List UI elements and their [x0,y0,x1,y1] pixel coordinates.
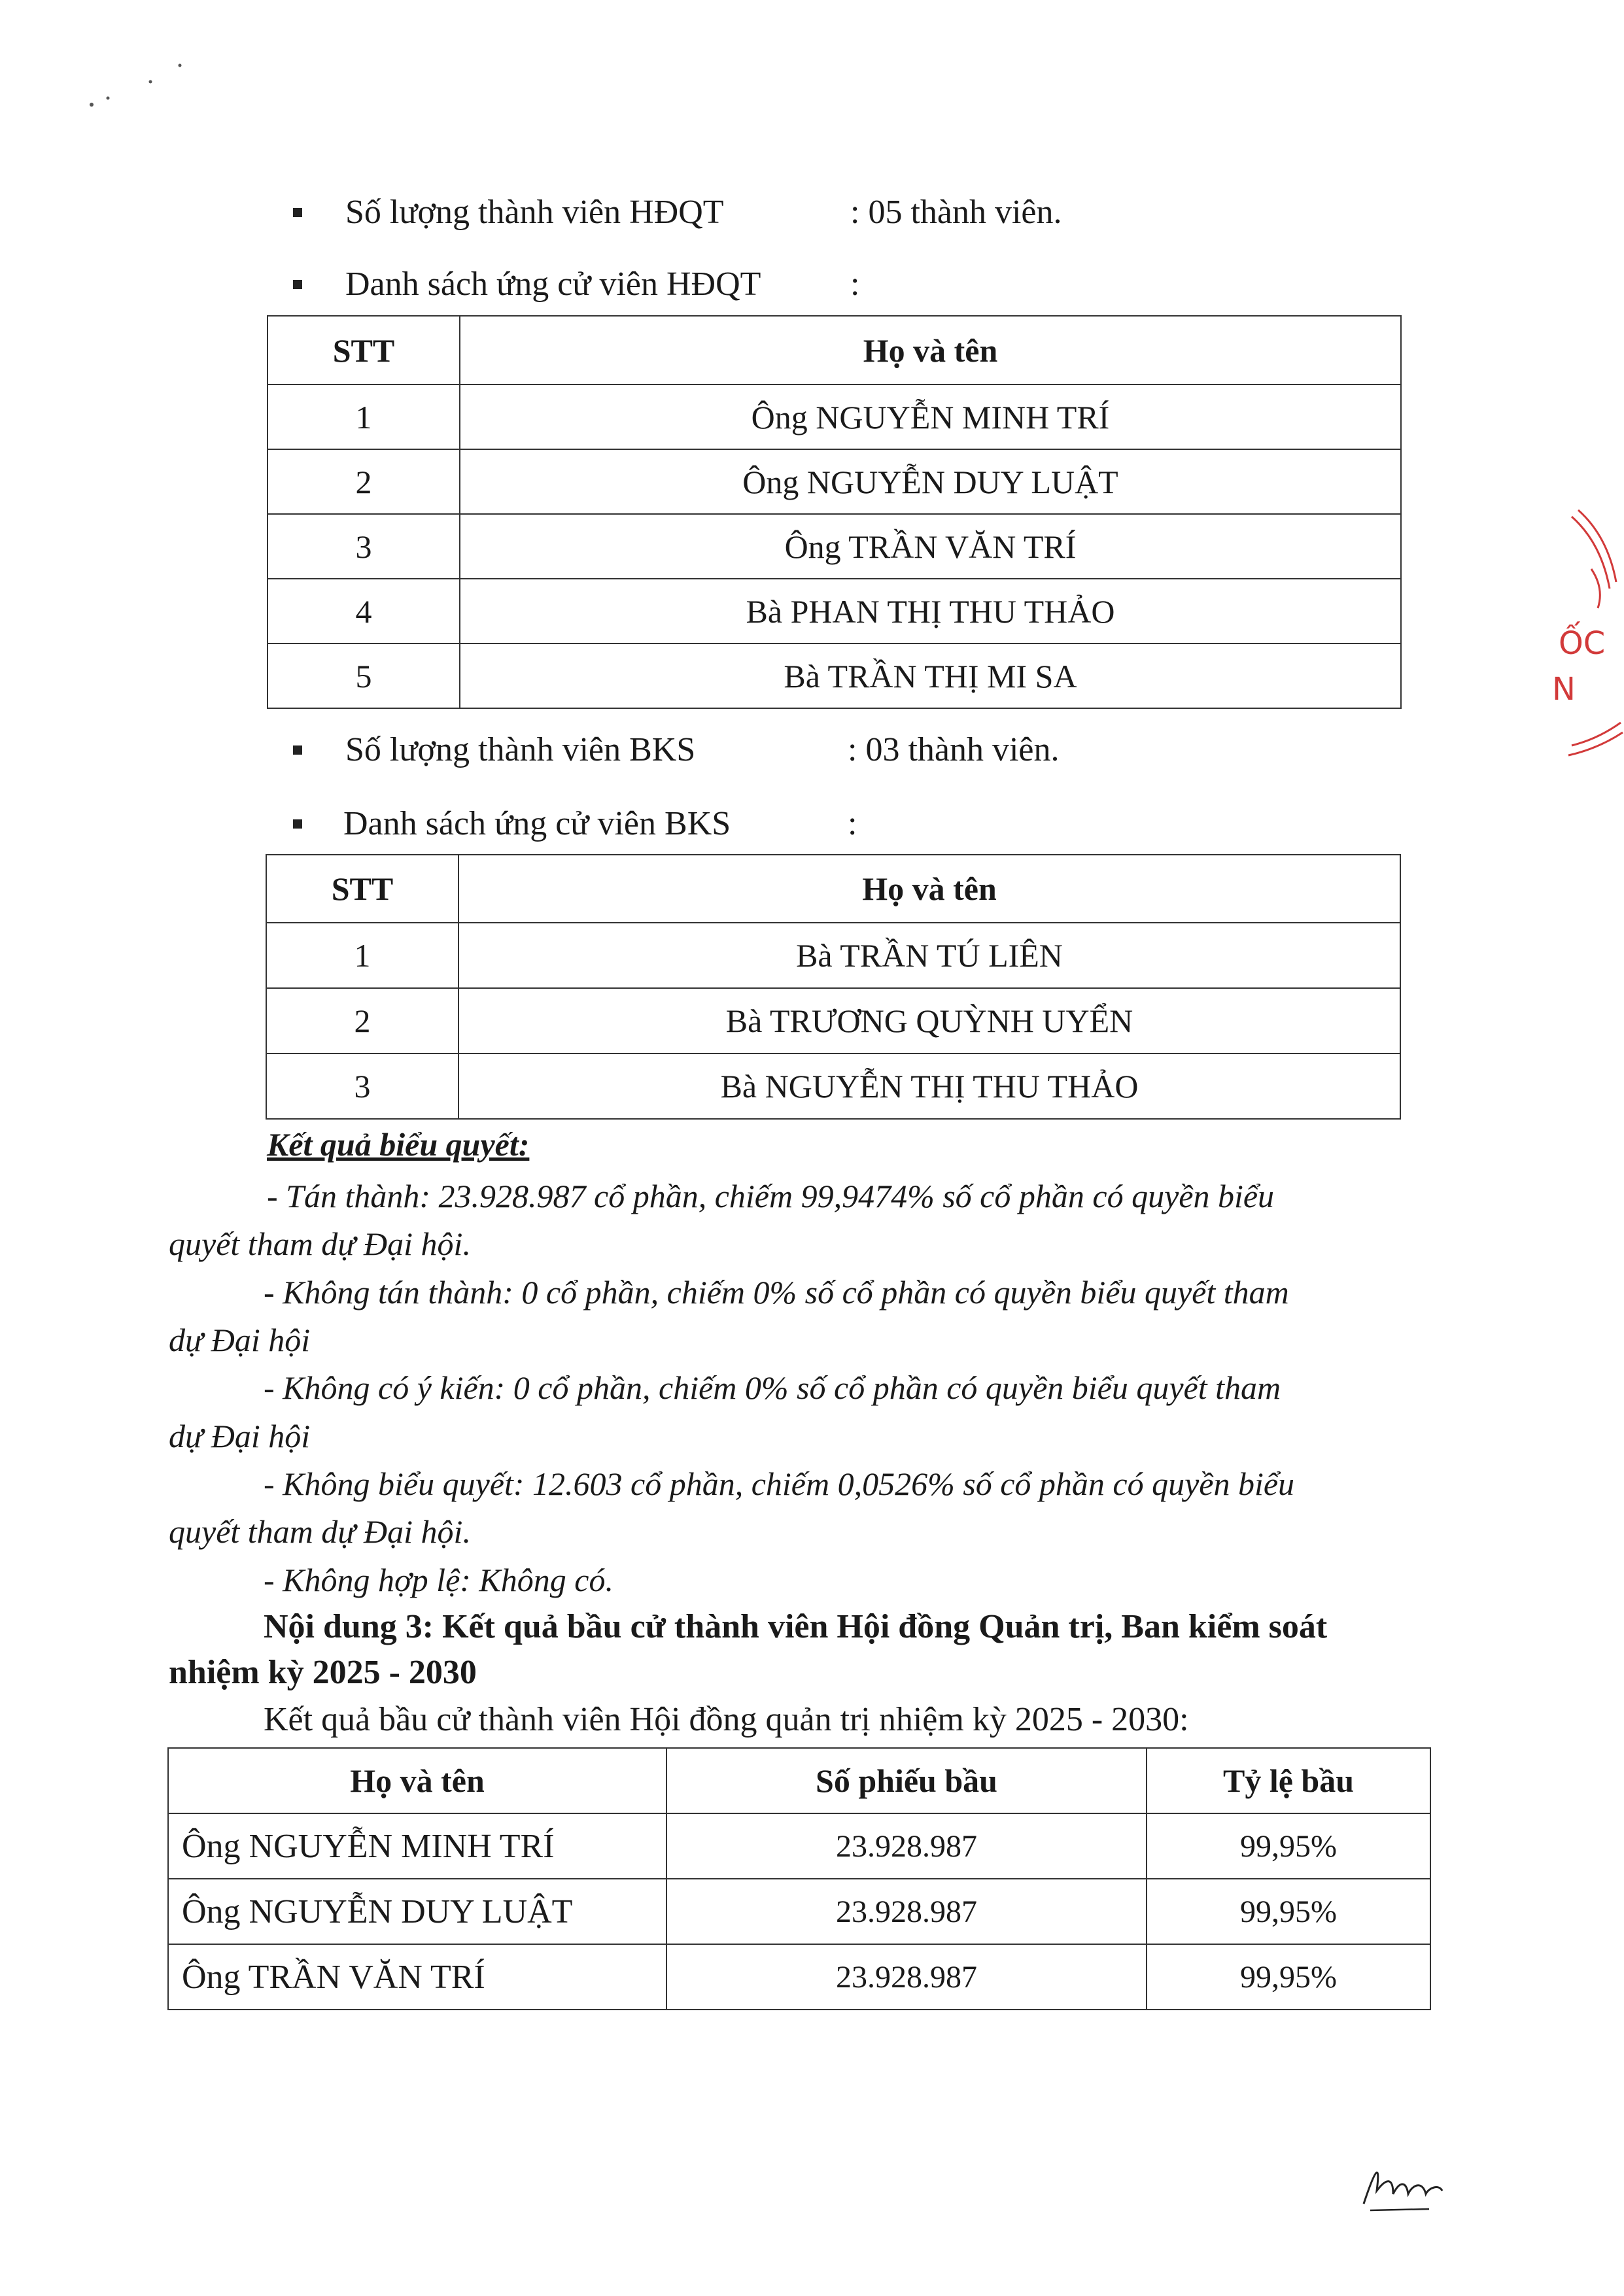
table-row [268,579,1401,643]
row-name: Bà TRẦN TÚ LIÊN [458,923,1400,988]
bks-list-colon: : [848,805,857,842]
table-row [268,643,1401,708]
row-rate: 99,95% [1147,1879,1430,1944]
board-list-colon: : [850,266,860,303]
noopinion-line-2: dự Đại hội [169,1418,311,1454]
row-stt: 3 [268,514,460,579]
board-count-label: Số lượng thành viên HĐQT [345,194,724,231]
table-row [266,988,1400,1054]
board-election-table [167,1747,1431,2010]
row-stt: 1 [266,923,458,988]
table-row [266,923,1400,988]
row-stt: 2 [266,988,458,1054]
row-stt: 3 [266,1054,458,1119]
board-candidates-table [267,315,1402,709]
bks-count-label: Số lượng thành viên BKS [345,731,696,768]
bullet [293,745,302,755]
header-stt: STT [268,316,460,385]
header-name: Họ và tên [168,1748,666,1813]
against-line-1: - Không tán thành: 0 cổ phần, chiếm 0% số cổ phần có quyền biểu quyết tham [264,1274,1289,1311]
signature-scribble [1357,2158,1449,2217]
header-name: Họ và tên [458,855,1400,923]
row-rate: 99,95% [1147,1813,1430,1879]
row-stt: 4 [268,579,460,643]
vote-result-heading: Kết quả biểu quyết: [267,1126,530,1163]
bks-candidates-table [266,854,1401,1120]
row-votes: 23.928.987 [666,1944,1147,2010]
table-row [266,1054,1400,1119]
scan-marks [78,52,196,118]
table-row [268,449,1401,514]
bks-count-value: : 03 thành viên. [848,731,1060,768]
row-name: Ông NGUYỄN MINH TRÍ [460,385,1401,449]
row-votes: 23.928.987 [666,1879,1147,1944]
table-row [268,514,1401,579]
approve-line-1: - Tán thành: 23.928.987 cổ phần, chiếm 99,9474% số cổ phần có quyền biểu [267,1178,1275,1214]
novote-line-1: - Không biểu quyết: 12.603 cổ phần, chiếm 0,0526% số cổ phần có quyền biểu [264,1465,1295,1502]
bullet [293,819,302,829]
approve-line-2: quyết tham dự Đại hội. [169,1225,471,1262]
stamp-text-1: ỐC [1559,625,1606,662]
invalid-line: - Không hợp lệ: Không có. [264,1562,613,1598]
row-name: Bà TRẦN THỊ MI SA [460,643,1401,708]
bks-list-label: Danh sách ứng cử viên BKS [343,805,731,842]
row-name: Bà TRƯƠNG QUỲNH UYỂN [458,988,1400,1054]
row-name: Ông NGUYỄN DUY LUẬT [460,449,1401,514]
header-name: Họ và tên [460,316,1401,385]
against-line-2: dự Đại hội [169,1322,311,1358]
row-stt: 5 [268,643,460,708]
bullet [293,280,302,289]
board-count-value: : 05 thành viên. [850,194,1062,231]
row-name: Ông NGUYỄN MINH TRÍ [168,1813,666,1879]
board-list-label: Danh sách ứng cử viên HĐQT [345,266,761,303]
header-stt: STT [266,855,458,923]
table-row [168,1879,1430,1944]
section3-intro: Kết quả bầu cử thành viên Hội đồng quản trị nhiệm kỳ 2025 - 2030: [264,1701,1189,1738]
row-name: Bà PHAN THỊ THU THẢO [460,579,1401,643]
bullet [293,208,302,217]
stamp-text-2: N [1552,671,1576,708]
row-name: Ông TRẦN VĂN TRÍ [460,514,1401,579]
header-votes: Số phiếu bầu [666,1748,1147,1813]
row-name: Bà NGUYỄN THỊ THU THẢO [458,1054,1400,1119]
row-rate: 99,95% [1147,1944,1430,2010]
row-name: Ông TRẦN VĂN TRÍ [168,1944,666,2010]
row-name: Ông NGUYỄN DUY LUẬT [168,1879,666,1944]
company-stamp-fragment [1552,497,1624,785]
noopinion-line-1: - Không có ý kiến: 0 cổ phần, chiếm 0% số cổ phần có quyền biểu quyết tham [264,1369,1281,1406]
section3-title-2: nhiệm kỳ 2025 - 2030 [169,1654,477,1691]
row-stt: 1 [268,385,460,449]
row-votes: 23.928.987 [666,1813,1147,1879]
table-row [168,1944,1430,2010]
header-rate: Tỷ lệ bầu [1147,1748,1430,1813]
novote-line-2: quyết tham dự Đại hội. [169,1513,471,1550]
row-stt: 2 [268,449,460,514]
table-row [268,385,1401,449]
table-row [168,1813,1430,1879]
section3-title-1: Nội dung 3: Kết quả bầu cử thành viên Hội đồng Quản trị, Ban kiểm soát [264,1608,1328,1645]
